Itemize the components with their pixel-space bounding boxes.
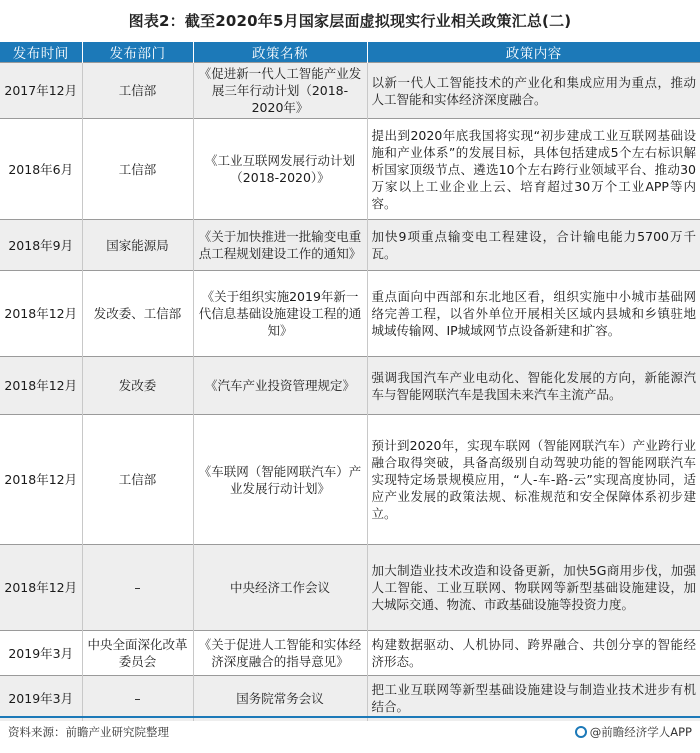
cell-policy-content: 强调我国汽车产业电动化、智能化发展的方向，新能源汽车与智能网联汽车是我国未来汽车主流产品。	[367, 357, 700, 415]
figure-title: 图表2：截至2020年5月国家层面虚拟现实行业相关政策汇总(二)	[128, 12, 572, 30]
brand-logo-icon	[575, 726, 587, 738]
bottom-divider	[0, 716, 700, 718]
header-dept: 发布部门	[82, 42, 193, 63]
table-header-row	[0, 42, 700, 63]
table-row	[0, 415, 700, 545]
cell-dept: 工信部	[82, 119, 193, 220]
cell-policy-content: 以新一代人工智能技术的产业化和集成应用为重点，推动人工智能和实体经济深度融合。	[367, 63, 700, 119]
cell-policy-name: 《工业互联网发展行动计划（2018-2020）》	[193, 119, 367, 220]
cell-policy-content: 加大制造业技术改造和设备更新，加快5G商用步伐，加强人工智能、工业互联网、物联网等新型基础设施建设，加大城际交通、物流、市政基础设施等投资力度。	[367, 545, 700, 631]
cell-policy-name: 《关于组织实施2019年新一代信息基础设施建设工程的通知》	[193, 271, 367, 357]
cell-policy-name: 《促进新一代人工智能产业发展三年行动计划（2018-2020年》	[193, 63, 367, 119]
cell-time: 2017年12月	[0, 63, 82, 119]
table-row	[0, 357, 700, 415]
cell-time: 2018年12月	[0, 415, 82, 545]
table-row	[0, 63, 700, 119]
cell-dept: 工信部	[82, 63, 193, 119]
cell-time: 2018年6月	[0, 119, 82, 220]
cell-policy-name: 国务院常务会议	[193, 676, 367, 721]
policy-table	[0, 42, 700, 721]
table-row	[0, 545, 700, 631]
header-content: 政策内容	[367, 42, 700, 63]
cell-time: 2018年9月	[0, 220, 82, 271]
header-name: 政策名称	[193, 42, 367, 63]
cell-dept: 国家能源局	[82, 220, 193, 271]
cell-policy-name: 中央经济工作会议	[193, 545, 367, 631]
brand-label: @前瞻经济学人APP	[589, 725, 692, 739]
cell-policy-content: 构建数据驱动、人机协同、跨界融合、共创分享的智能经济形态。	[367, 631, 700, 676]
cell-policy-content: 把工业互联网等新型基础设施建设与制造业技术进步有机结合。	[367, 676, 700, 721]
cell-policy-content: 重点面向中西部和东北地区看，组织实施中小城市基础网络完善工程，以省外单位开展相关区域内县城和乡镇驻地城域传输网、IP城域网节点设备新建和扩容。	[367, 271, 700, 357]
table-row	[0, 119, 700, 220]
table-row	[0, 676, 700, 721]
cell-time: 2019年3月	[0, 631, 82, 676]
source-note: 资料来源：前瞻产业研究院整理	[8, 725, 169, 739]
cell-dept: –	[82, 545, 193, 631]
cell-dept: –	[82, 676, 193, 721]
cell-policy-name: 《关于加快推进一批输变电重点工程规划建设工作的通知》	[193, 220, 367, 271]
cell-time: 2018年12月	[0, 545, 82, 631]
cell-time: 2018年12月	[0, 271, 82, 357]
brand-credit	[575, 724, 692, 740]
cell-time: 2018年12月	[0, 357, 82, 415]
header-time: 发布时间	[0, 42, 82, 63]
table-row	[0, 631, 700, 676]
cell-dept: 发改委	[82, 357, 193, 415]
cell-dept: 中央全面深化改革委员会	[82, 631, 193, 676]
cell-policy-name: 《车联网（智能网联汽车）产业发展行动计划》	[193, 415, 367, 545]
cell-policy-content: 提出到2020年底我国将实现“初步建成工业互联网基础设施和产业体系”的发展目标，具体包括建成5个左右标识解析国家顶级节点、遴选10个左右跨行业领域平台、推动30万家以上工业企业上云、培育超过30万个工业APP等内容。	[367, 119, 700, 220]
cell-policy-content: 预计到2020年，实现车联网（智能网联汽车）产业跨行业融合取得突破，具备高级别自动驾驶功能的智能网联汽车实现特定场景规模应用，“人-车-路-云”实现高度协同，适应产业发展的政策法规、标准规范和安全保障体系初步建立。	[367, 415, 700, 545]
cell-dept: 发改委、工信部	[82, 271, 193, 357]
cell-dept: 工信部	[82, 415, 193, 545]
cell-policy-name: 《汽车产业投资管理规定》	[193, 357, 367, 415]
footer	[0, 722, 700, 744]
cell-policy-content: 加快9项重点输变电工程建设，合计输电能力5700万千瓦。	[367, 220, 700, 271]
cell-policy-name: 《关于促进人工智能和实体经济深度融合的指导意见》	[193, 631, 367, 676]
table-row	[0, 271, 700, 357]
cell-time: 2019年3月	[0, 676, 82, 721]
table-row	[0, 220, 700, 271]
